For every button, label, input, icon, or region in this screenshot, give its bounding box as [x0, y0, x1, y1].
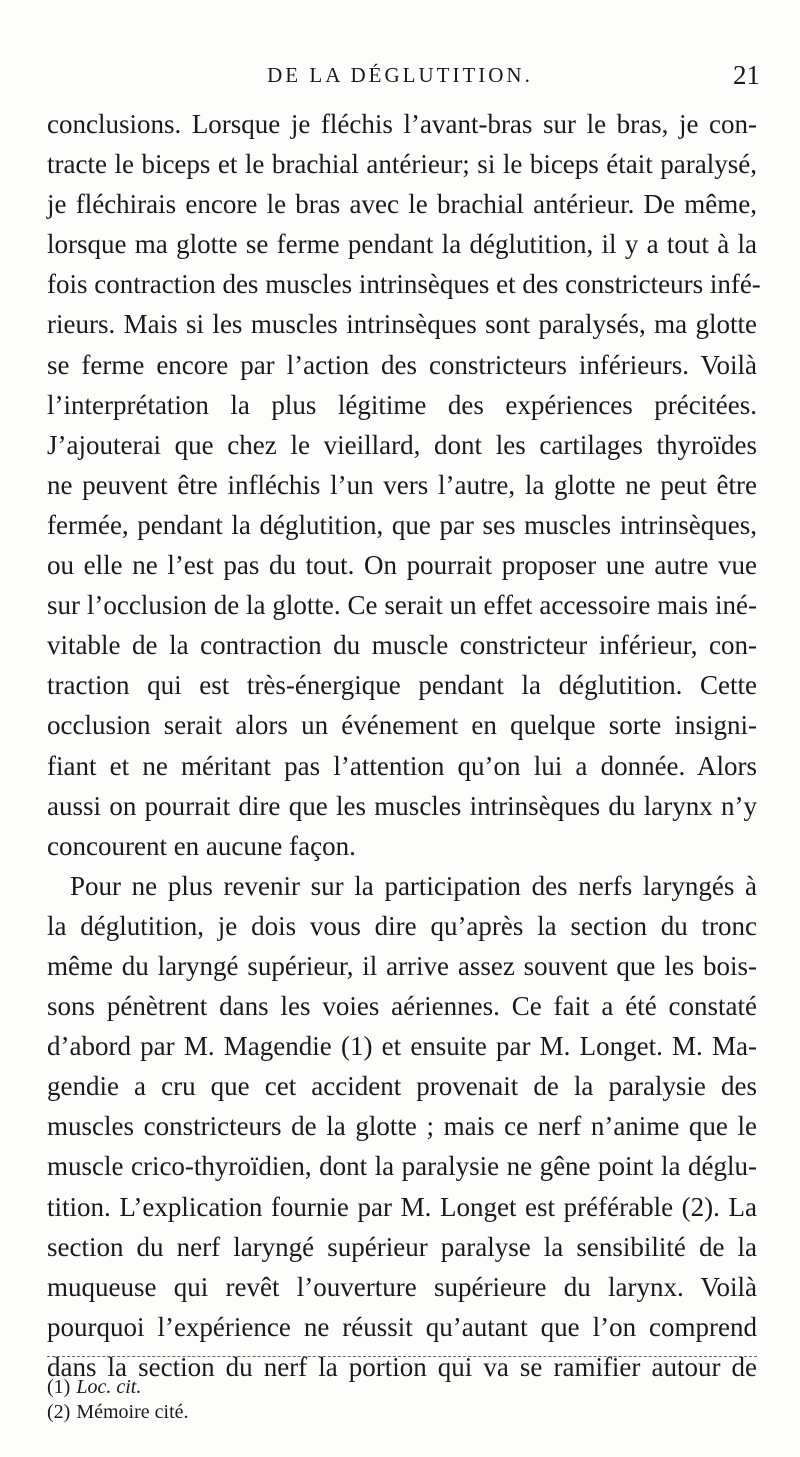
text-line: ne peuvent être infléchis l’un vers l’autre, la glotte ne peut être [47, 469, 757, 500]
text-line: section du nerf laryngé supérieur paralyse la sensibilité de la [47, 1231, 757, 1262]
body-text [47, 104, 761, 1387]
running-head [40, 58, 760, 92]
footnote-text: Mémoire cité. [76, 1401, 189, 1423]
text-line: l’interprétation la plus légitime des expériences précitées. [47, 389, 757, 420]
text-line: même du laryngé supérieur, il arrive assez souvent que les bois- [47, 950, 757, 981]
text-line: je fléchirais encore le bras avec le brachial antérieur. De même, [47, 189, 757, 220]
footnote-divider [47, 1356, 757, 1357]
text-line: la déglutition, je dois vous dire qu’après la section du tronc [47, 910, 757, 941]
text-line: tracte le biceps et le brachial antérieur; si le biceps était paralysé, [47, 149, 757, 180]
text-line: lorsque ma glotte se ferme pendant la déglutition, il y a tout à la [47, 229, 757, 260]
running-title: DE LA DÉGLUTITION. [267, 63, 533, 87]
footnote-text: Loc. cit. [76, 1376, 142, 1398]
footnote-mark: (1) [47, 1376, 71, 1398]
text-line: aussi on pourrait dire que les muscles intrinsèques du larynx n’y [47, 790, 757, 821]
text-line: rieurs. Mais si les muscles intrinsèques sont paralysés, ma glotte [47, 309, 757, 340]
text-line: sur l’occlusion de la glotte. Ce serait un effet accessoire mais iné- [47, 590, 757, 621]
text-line: J’ajouterai que chez le vieillard, dont les cartilages thyroïdes [47, 429, 757, 460]
text-line: fois contraction des muscles intrinsèques et des constricteurs infé- [47, 269, 761, 300]
text-line: occlusion serait alors un événement en quelque sorte insigni- [47, 710, 757, 741]
text-line: conclusions. Lorsque je fléchis l’avant-bras sur le bras, je con- [47, 109, 757, 139]
text-line: dans la section du nerf la portion qui va se ramifier autour de [47, 1351, 757, 1382]
footnote-mark: (2) [47, 1401, 71, 1423]
page-number: 21 [733, 60, 760, 90]
text-line: ou elle ne l’est pas du tout. On pourrait proposer une autre vue [47, 550, 757, 581]
text-line: muscle crico-thyroïdien, dont la paralysie ne gêne point la déglu- [47, 1151, 757, 1182]
text-line: muscles constricteurs de la glotte ; mais ce nerf n’anime que le [47, 1111, 757, 1142]
text-line: traction qui est très-énergique pendant la déglutition. Cette [47, 670, 757, 701]
text-line: muqueuse qui revêt l’ouverture supérieure du larynx. Voilà [47, 1271, 757, 1302]
text-line: sons pénètrent dans les voies aériennes. Ce fait a été constaté [47, 991, 757, 1022]
footnote [47, 1400, 447, 1425]
footnote [47, 1375, 447, 1400]
text-line: fiant et ne méritant pas l’attention qu’on lui a donnée. Alors [47, 750, 757, 781]
text-line: d’abord par M. Magendie (1) et ensuite par M. Longet. M. Ma- [47, 1031, 757, 1062]
text-line: vitable de la contraction du muscle constricteur inférieur, con- [47, 630, 757, 661]
text-line: pourquoi l’expérience ne réussit qu’autant que l’on comprend [47, 1311, 757, 1342]
text-line: fermée, pendant la déglutition, que par ses muscles intrinsèques, [47, 509, 757, 540]
text-line: tition. L’explication fournie par M. Longet est préférable (2). La [47, 1191, 757, 1222]
footnotes [47, 1375, 447, 1425]
text-line: se ferme encore par l’action des constricteurs inférieurs. Voilà [47, 349, 757, 380]
text-line: Pour ne plus revenir sur la participation des nerfs laryngés à [70, 870, 757, 901]
text-line: concourent en aucune façon. [47, 830, 356, 861]
text-line: gendie a cru que cet accident provenait de la paralysie des [47, 1071, 757, 1102]
